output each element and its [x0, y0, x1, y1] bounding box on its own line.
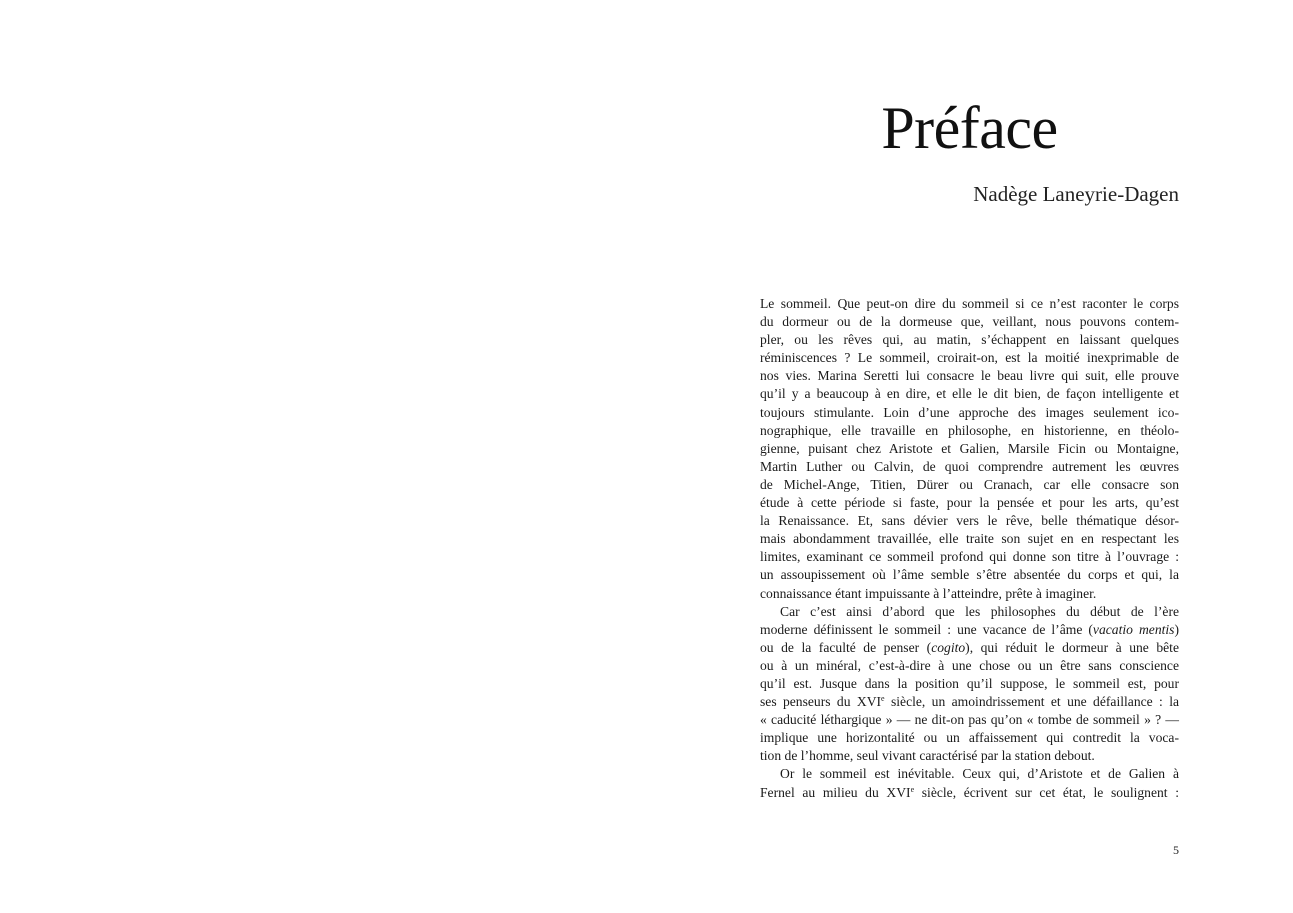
text-line	[760, 621, 1179, 639]
text-segment: moderne définissent le sommeil : une vacance de l’âme (	[760, 621, 1093, 637]
text-segment: siècle, écrivent sur cet état, le soulignent :	[914, 784, 1179, 800]
page-title: Préface	[881, 95, 1058, 161]
text-segment: )	[1174, 621, 1179, 637]
text-line: la Renaissance. Et, sans dévier vers le rêve, belle thématique désor-	[760, 513, 1179, 529]
text-line: gienne, puisant chez Aristote et Galien, Marsile Ficin ou Montaigne,	[760, 440, 1179, 456]
italic-term: cogito	[931, 639, 966, 655]
text-line: implique une horizontalité ou un affaissement qui contredit la voca-	[760, 730, 1179, 746]
text-line: tion de l’homme, seul vivant caractérisé par la station debout.	[760, 748, 1095, 764]
text-line: Martin Luther ou Calvin, de quoi comprendre autrement les œuvres	[760, 458, 1179, 474]
text-segment: siècle, un amoindrissement et une défaillance : la	[884, 694, 1179, 710]
text-line: Le sommeil. Que peut-on dire du sommeil si ce n’est raconter le corps	[760, 296, 1179, 311]
superscript: e	[910, 784, 915, 794]
text-line: de Michel-Ange, Titien, Dürer ou Cranach, car elle consacre son	[760, 476, 1179, 492]
text-line: limites, examinant ce sommeil profond qui donne son titre à l’ouvrage :	[760, 549, 1179, 565]
page-number: 5	[1173, 843, 1179, 857]
text-segment: Fernel au milieu du XVI	[760, 784, 911, 800]
text-line: qu’il est. Jusque dans la position qu’il suppose, le sommeil est, pour	[760, 675, 1179, 691]
text-line	[760, 693, 1179, 711]
text-line: Car c’est ainsi d’abord que les philosophes du début de l’ère	[780, 603, 1179, 619]
text-line: nos vies. Marina Seretti lui consacre le beau livre qui suit, elle prouve	[760, 368, 1179, 384]
text-line: qu’il y a beaucoup à en dire, et elle le dit bien, de façon intelligente et	[760, 386, 1179, 402]
text-segment: ses penseurs du XVI	[760, 694, 882, 710]
text-line: étude à cette période si faste, pour la pensée et pour les arts, qu’est	[760, 495, 1179, 511]
body-text	[760, 295, 1179, 802]
text-line: ou à un minéral, c’est-à-dire à une chose ou un être sans conscience	[760, 657, 1179, 673]
text-line: réminiscences ? Le sommeil, croirait-on, est la moitié inexprimable de	[760, 350, 1179, 366]
text-line: « caducité léthargique » — ne dit-on pas qu’on « tombe de sommeil » ? —	[760, 712, 1179, 728]
superscript: e	[881, 694, 885, 704]
text-segment: ), qui réduit le dormeur à une bête	[965, 639, 1179, 655]
text-line	[760, 784, 1179, 802]
text-segment: ou de la faculté de penser (	[760, 639, 932, 655]
text-line: du dormeur ou de la dormeuse que, veillant, nous pouvons contem-	[760, 314, 1179, 330]
text-line: toujours stimulante. Loin d’une approche des images seulement ico-	[760, 404, 1179, 420]
italic-term: vacatio mentis	[1092, 621, 1175, 637]
text-line: un assoupissement où l’âme semble s’être absentée du corps et qui, la	[760, 567, 1179, 583]
text-line: Or le sommeil est inévitable. Ceux qui, d’Aristote et de Galien à	[780, 766, 1179, 782]
author-name: Nadège Laneyrie-Dagen	[973, 182, 1179, 206]
text-line: nographique, elle travaille en philosophe, en historienne, en théolo-	[760, 422, 1179, 438]
text-line: connaissance étant impuissante à l’atteindre, prête à imaginer.	[760, 585, 1097, 601]
text-line	[760, 639, 1179, 657]
text-line: mais abondamment travaillée, elle traite son sujet en en respectant les	[760, 531, 1179, 547]
text-line: pler, ou les rêves qui, au matin, s’échappent en laissant quelques	[760, 332, 1179, 348]
